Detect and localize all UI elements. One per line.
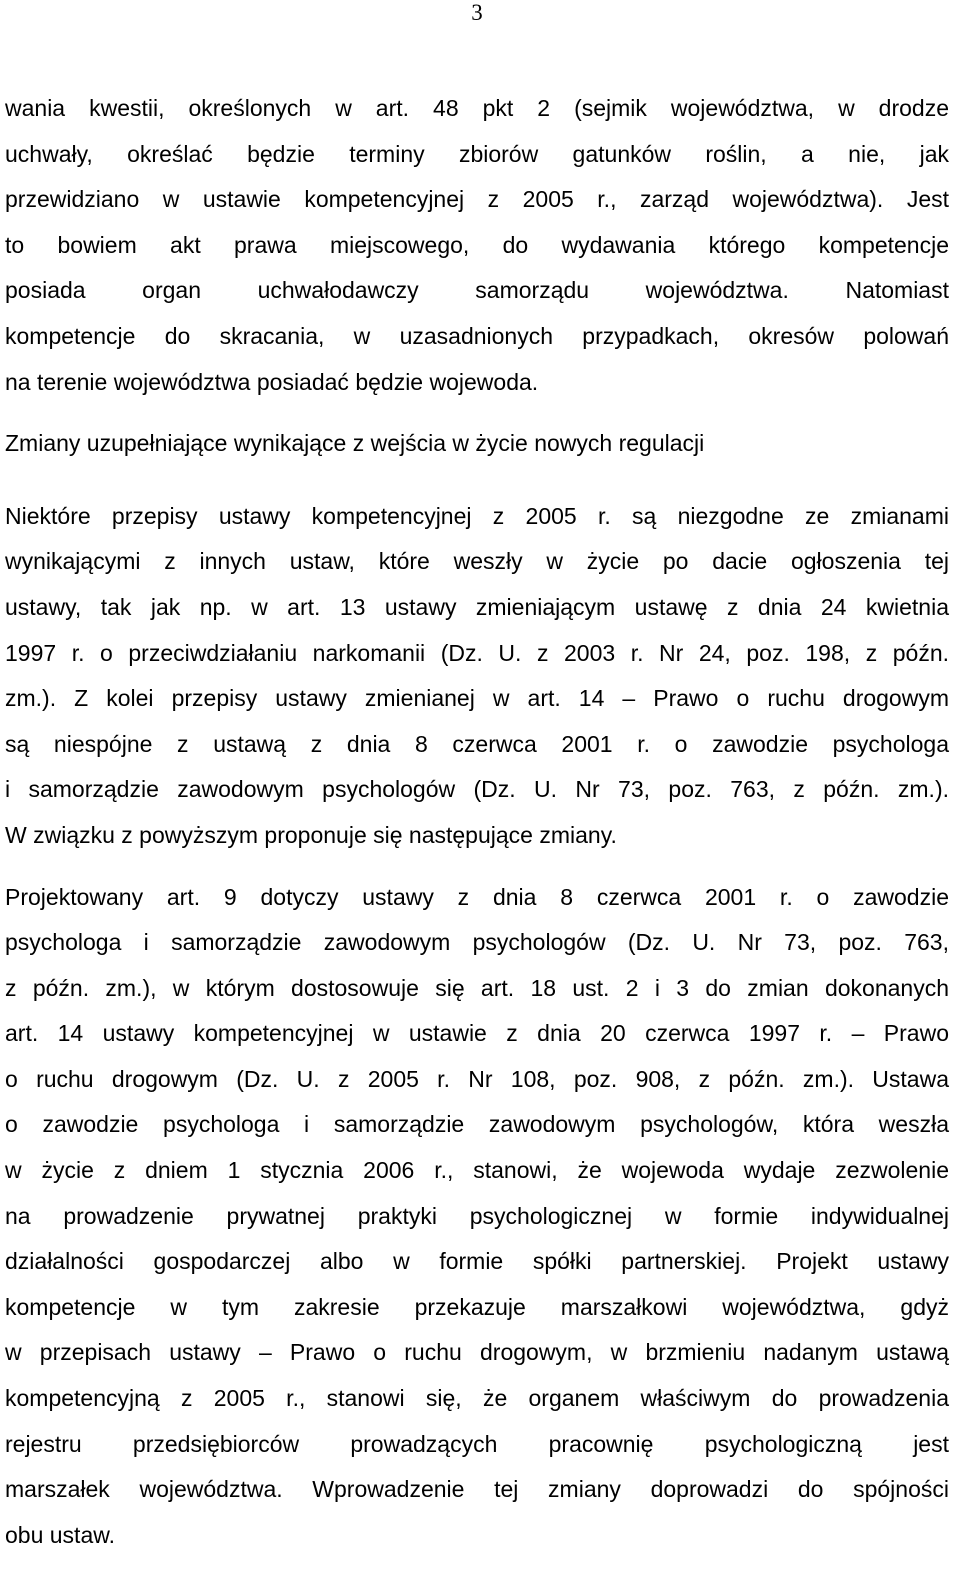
section-heading: Zmiany uzupełniające wynikające z wejścia w życie nowych regulacji	[5, 430, 705, 457]
text-line: marszałek województwa. Wprowadzenie tej zmiany doprowadzi do spójności	[5, 1476, 949, 1503]
text-line: są niespójne z ustawą z dnia 8 czerwca 2001 r. o zawodzie psychologa	[5, 730, 949, 757]
paragraph-2	[5, 494, 949, 859]
text-line: kompetencje do skracania, w uzasadnionych przypadkach, okresów polowań	[5, 322, 949, 349]
text-line: przewidziano w ustawie kompetencyjnej z 2005 r., zarząd województwa). Jest	[5, 186, 949, 213]
text-line: wynikającymi z innych ustaw, które weszły w życie po dacie ogłoszenia tej	[5, 548, 949, 575]
text-line: o zawodzie psychologa i samorządzie zawodowym psychologów, która weszła	[5, 1111, 949, 1138]
text-line: z późn. zm.), w którym dostosowuje się art. 18 ust. 2 i 3 do zmian dokonanych	[5, 974, 949, 1001]
text-line: art. 14 ustawy kompetencyjnej w ustawie z dnia 20 czerwca 1997 r. – Prawo	[5, 1020, 949, 1047]
paragraph-1	[5, 86, 949, 405]
document-body	[5, 86, 949, 1558]
text-line: ustawy, tak jak np. w art. 13 ustawy zmieniającym ustawę z dnia 24 kwietnia	[5, 593, 949, 620]
text-line: posiada organ uchwałodawczy samorządu województwa. Natomiast	[5, 277, 949, 304]
text-line: na prowadzenie prywatnej praktyki psychologicznej w formie indywidualnej	[5, 1202, 949, 1229]
text-line: działalności gospodarczej albo w formie spółki partnerskiej. Projekt ustawy	[5, 1248, 949, 1275]
text-line: kompetencje w tym zakresie przekazuje marszałkowi województwa, gdyż	[5, 1293, 949, 1320]
text-line: Niektóre przepisy ustawy kompetencyjnej z 2005 r. są niezgodne ze zmianami	[5, 502, 949, 529]
text-line: zm.). Z kolei przepisy ustawy zmienianej w art. 14 – Prawo o ruchu drogowym	[5, 685, 949, 712]
text-line: na terenie województwa posiadać będzie wojewoda.	[5, 368, 539, 395]
text-line: wania kwestii, określonych w art. 48 pkt 2 (sejmik województwa, w drodze	[5, 95, 949, 121]
text-line: w przepisach ustawy – Prawo o ruchu drogowym, w brzmieniu nadanym ustawą	[5, 1339, 949, 1366]
text-line: uchwały, określać będzie terminy zbiorów gatunków roślin, a nie, jak	[5, 140, 949, 167]
text-line: to bowiem akt prawa miejscowego, do wydawania którego kompetencje	[5, 231, 949, 258]
text-line: i samorządzie zawodowym psychologów (Dz. U. Nr 73, poz. 763, z późn. zm.).	[5, 776, 949, 803]
text-line: W związku z powyższym proponuje się następujące zmiany.	[5, 821, 617, 848]
text-line: Projektowany art. 9 dotyczy ustawy z dnia 8 czerwca 2001 r. o zawodzie	[5, 883, 949, 910]
page-number: 3	[471, 0, 483, 25]
text-line: 1997 r. o przeciwdziałaniu narkomanii (Dz. U. z 2003 r. Nr 24, poz. 198, z późn.	[5, 639, 949, 666]
text-line: w życie z dniem 1 stycznia 2006 r., stanowi, że wojewoda wydaje zezwolenie	[5, 1157, 949, 1184]
text-line: obu ustaw.	[5, 1521, 115, 1548]
paragraph-3	[5, 875, 949, 1559]
text-line: psychologa i samorządzie zawodowym psychologów (Dz. U. Nr 73, poz. 763,	[5, 929, 949, 956]
text-line: rejestru przedsiębiorców prowadzących pracownię psychologiczną jest	[5, 1430, 949, 1457]
text-line: kompetencyjną z 2005 r., stanowi się, że organem właściwym do prowadzenia	[5, 1385, 949, 1412]
text-line: o ruchu drogowym (Dz. U. z 2005 r. Nr 108, poz. 908, z późn. zm.). Ustawa	[5, 1065, 949, 1092]
